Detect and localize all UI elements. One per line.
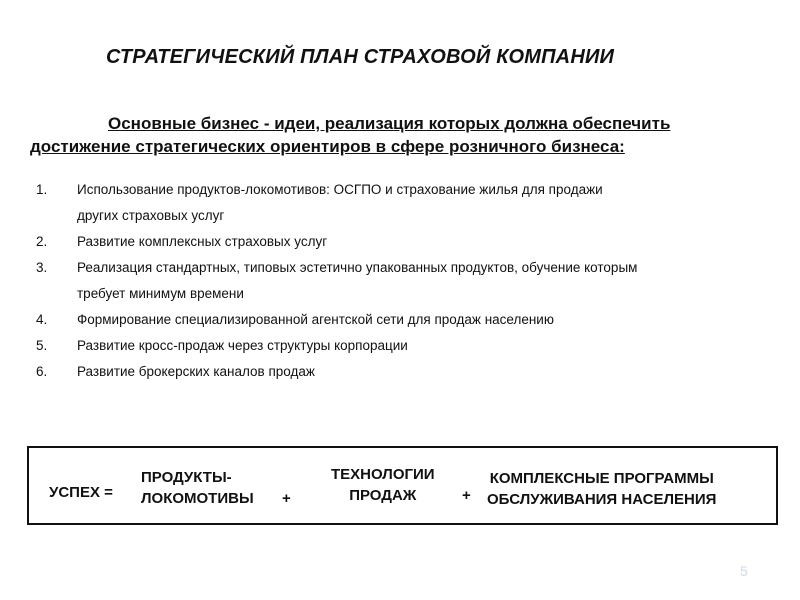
list-item-text: Реализация стандартных, типовых эстетично упакованных продуктов, обучение которым bbox=[77, 260, 638, 275]
formula-products bbox=[141, 467, 254, 509]
formula-technologies-line-2: ПРОДАЖ bbox=[349, 487, 417, 504]
list-item bbox=[36, 177, 736, 229]
list-item-number: 5. bbox=[36, 338, 48, 353]
success-formula-box bbox=[27, 446, 778, 525]
formula-plus-sign: + bbox=[462, 487, 471, 504]
list-item-number: 6. bbox=[36, 364, 48, 379]
business-ideas-list bbox=[36, 177, 736, 385]
list-item-text: Использование продуктов-локомотивов: ОСГПО и страхование жилья для продажи bbox=[77, 182, 603, 197]
formula-programs bbox=[487, 468, 716, 510]
list-item bbox=[36, 255, 736, 307]
list-item bbox=[36, 307, 736, 333]
list-item-number: 4. bbox=[36, 312, 48, 327]
page-title: СТРАТЕГИЧЕСКИЙ ПЛАН СТРАХОВОЙ КОМПАНИИ bbox=[106, 46, 615, 68]
list-item-text-continued: требует минимум времени bbox=[77, 286, 244, 301]
list-item-number: 2. bbox=[36, 234, 48, 249]
list-item bbox=[36, 359, 736, 385]
list-item bbox=[36, 333, 736, 359]
page-number: 5 bbox=[740, 563, 748, 579]
subtitle-line-1: Основные бизнес - идеи, реализация которых должна обеспечить bbox=[108, 114, 671, 133]
list-item-text: Развитие комплексных страховых услуг bbox=[77, 234, 328, 249]
formula-technologies-line-1: ТЕХНОЛОГИИ bbox=[331, 466, 435, 483]
formula-technologies bbox=[331, 464, 435, 506]
list-item-text: Развитие кросс-продаж через структуры корпорации bbox=[77, 338, 408, 353]
subtitle-line-2: достижение стратегических ориентиров в сфере розничного бизнеса: bbox=[30, 137, 625, 156]
list-item-text-continued: других страховых услуг bbox=[77, 208, 225, 223]
list-item bbox=[36, 229, 736, 255]
formula-plus-sign: + bbox=[282, 490, 291, 507]
list-item-number: 3. bbox=[36, 260, 48, 275]
list-item-text: Развитие брокерских каналов продаж bbox=[77, 364, 315, 379]
formula-programs-line-2: ОБСЛУЖИВАНИЯ НАСЕЛЕНИЯ bbox=[487, 491, 717, 508]
list-item-text: Формирование специализированной агентской сети для продаж населению bbox=[77, 312, 554, 327]
formula-programs-line-1: КОМПЛЕКСНЫЕ ПРОГРАММЫ bbox=[489, 470, 714, 487]
subtitle bbox=[30, 112, 775, 158]
formula-products-line-1: ПРОДУКТЫ- bbox=[141, 469, 232, 486]
formula-label: УСПЕХ = bbox=[49, 484, 113, 501]
list-item-number: 1. bbox=[36, 182, 48, 197]
formula-products-line-2: ЛОКОМОТИВЫ bbox=[141, 490, 254, 507]
